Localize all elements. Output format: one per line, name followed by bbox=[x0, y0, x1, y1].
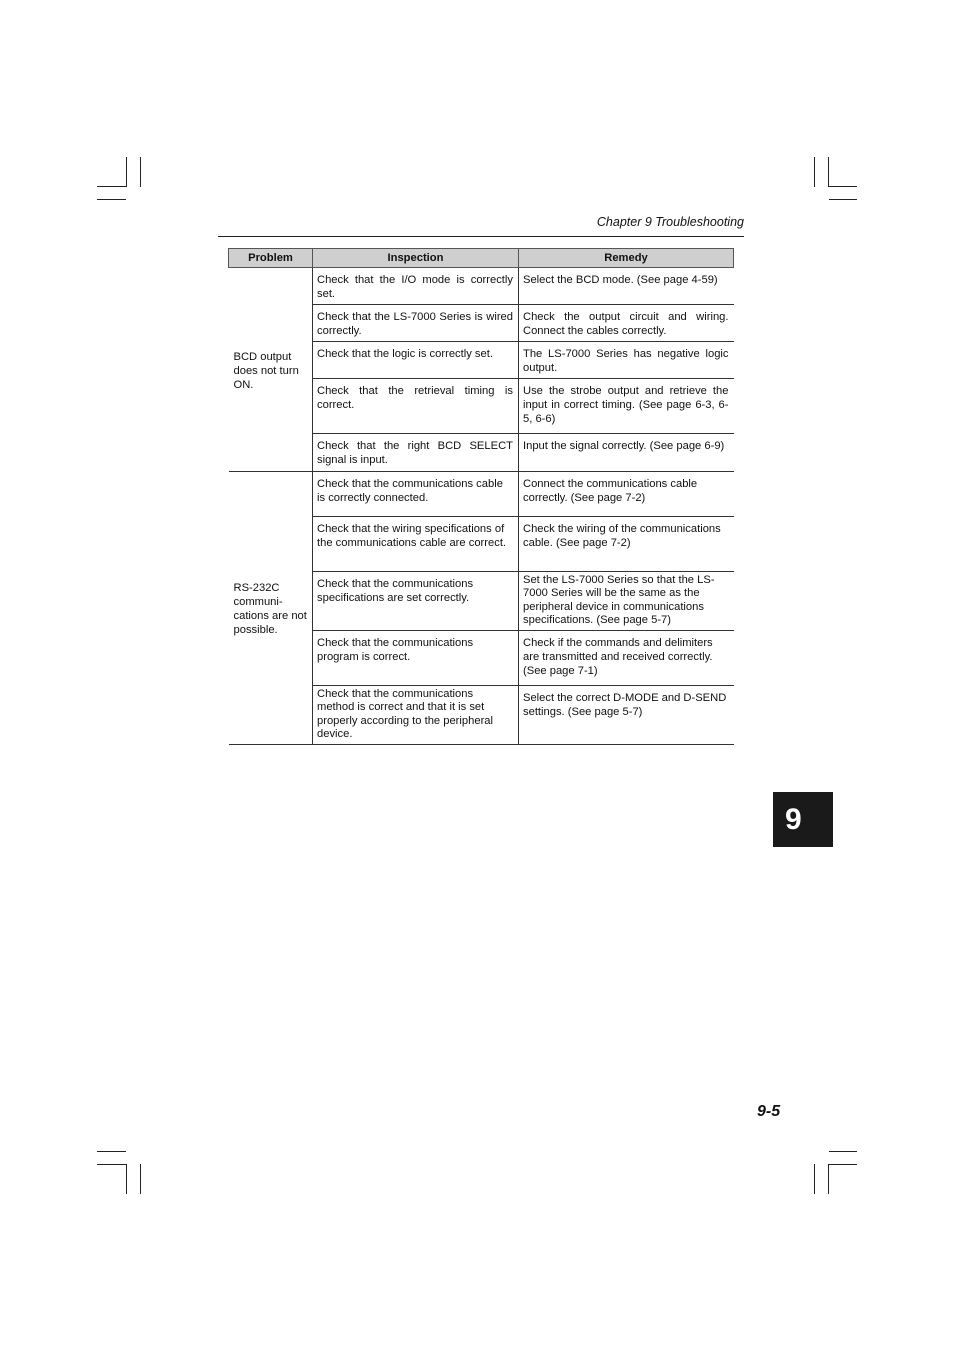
inspection-cell: Check that the right BCD SELECT signal is input. bbox=[313, 434, 519, 472]
column-header-problem: Problem bbox=[229, 249, 313, 268]
remedy-cell: Input the signal correctly. (See page 6-9) bbox=[519, 434, 734, 472]
remedy-cell: Connect the communications cable correctly. (See page 7-2) bbox=[519, 472, 734, 517]
inspection-cell: Check that the communications method is correct and that it is set properly according to the peripheral device. bbox=[313, 686, 519, 745]
inspection-cell: Check that the communications program is correct. bbox=[313, 631, 519, 686]
inspection-cell: Check that the logic is correctly set. bbox=[313, 342, 519, 379]
troubleshooting-table bbox=[228, 248, 734, 745]
column-header-inspection: Inspection bbox=[313, 249, 519, 268]
table-header-row bbox=[229, 249, 734, 268]
inspection-cell: Check that the retrieval timing is correct. bbox=[313, 379, 519, 434]
column-header-remedy: Remedy bbox=[519, 249, 734, 268]
page-number: 9-5 bbox=[757, 1103, 781, 1120]
inspection-cell: Check that the communications cable is correctly connected. bbox=[313, 472, 519, 517]
remedy-cell: Check the output circuit and wiring. Connect the cables correctly. bbox=[519, 305, 734, 342]
chapter-header: Chapter 9 Troubleshooting bbox=[596, 215, 744, 229]
table-row bbox=[229, 472, 734, 517]
remedy-cell: Select the BCD mode. (See page 4-59) bbox=[519, 268, 734, 305]
remedy-cell: Select the correct D-MODE and D-SEND settings. (See page 5-7) bbox=[519, 686, 734, 745]
problem-cell: RS-232C communi-cations are not possible. bbox=[229, 472, 313, 745]
inspection-cell: Check that the wiring specifications of the communications cable are correct. bbox=[313, 517, 519, 572]
table-row bbox=[229, 268, 734, 305]
remedy-cell: Check if the commands and delimiters are transmitted and received correctly. (See page 7-1) bbox=[519, 631, 734, 686]
inspection-cell: Check that the communications specifications are set correctly. bbox=[313, 572, 519, 631]
chapter-tab: 9 bbox=[773, 792, 833, 847]
inspection-cell: Check that the I/O mode is correctly set. bbox=[313, 268, 519, 305]
header-rule bbox=[218, 236, 744, 237]
remedy-cell: Set the LS-7000 Series so that the LS-7000 Series will be the same as the peripheral device in communications specifications. (See page 5-7) bbox=[519, 572, 734, 631]
inspection-cell: Check that the LS-7000 Series is wired correctly. bbox=[313, 305, 519, 342]
remedy-cell: The LS-7000 Series has negative logic output. bbox=[519, 342, 734, 379]
remedy-cell: Check the wiring of the communications cable. (See page 7-2) bbox=[519, 517, 734, 572]
problem-cell: BCD output does not turn ON. bbox=[229, 268, 313, 472]
remedy-cell: Use the strobe output and retrieve the input in correct timing. (See page 6-3, 6-5, 6-6) bbox=[519, 379, 734, 434]
